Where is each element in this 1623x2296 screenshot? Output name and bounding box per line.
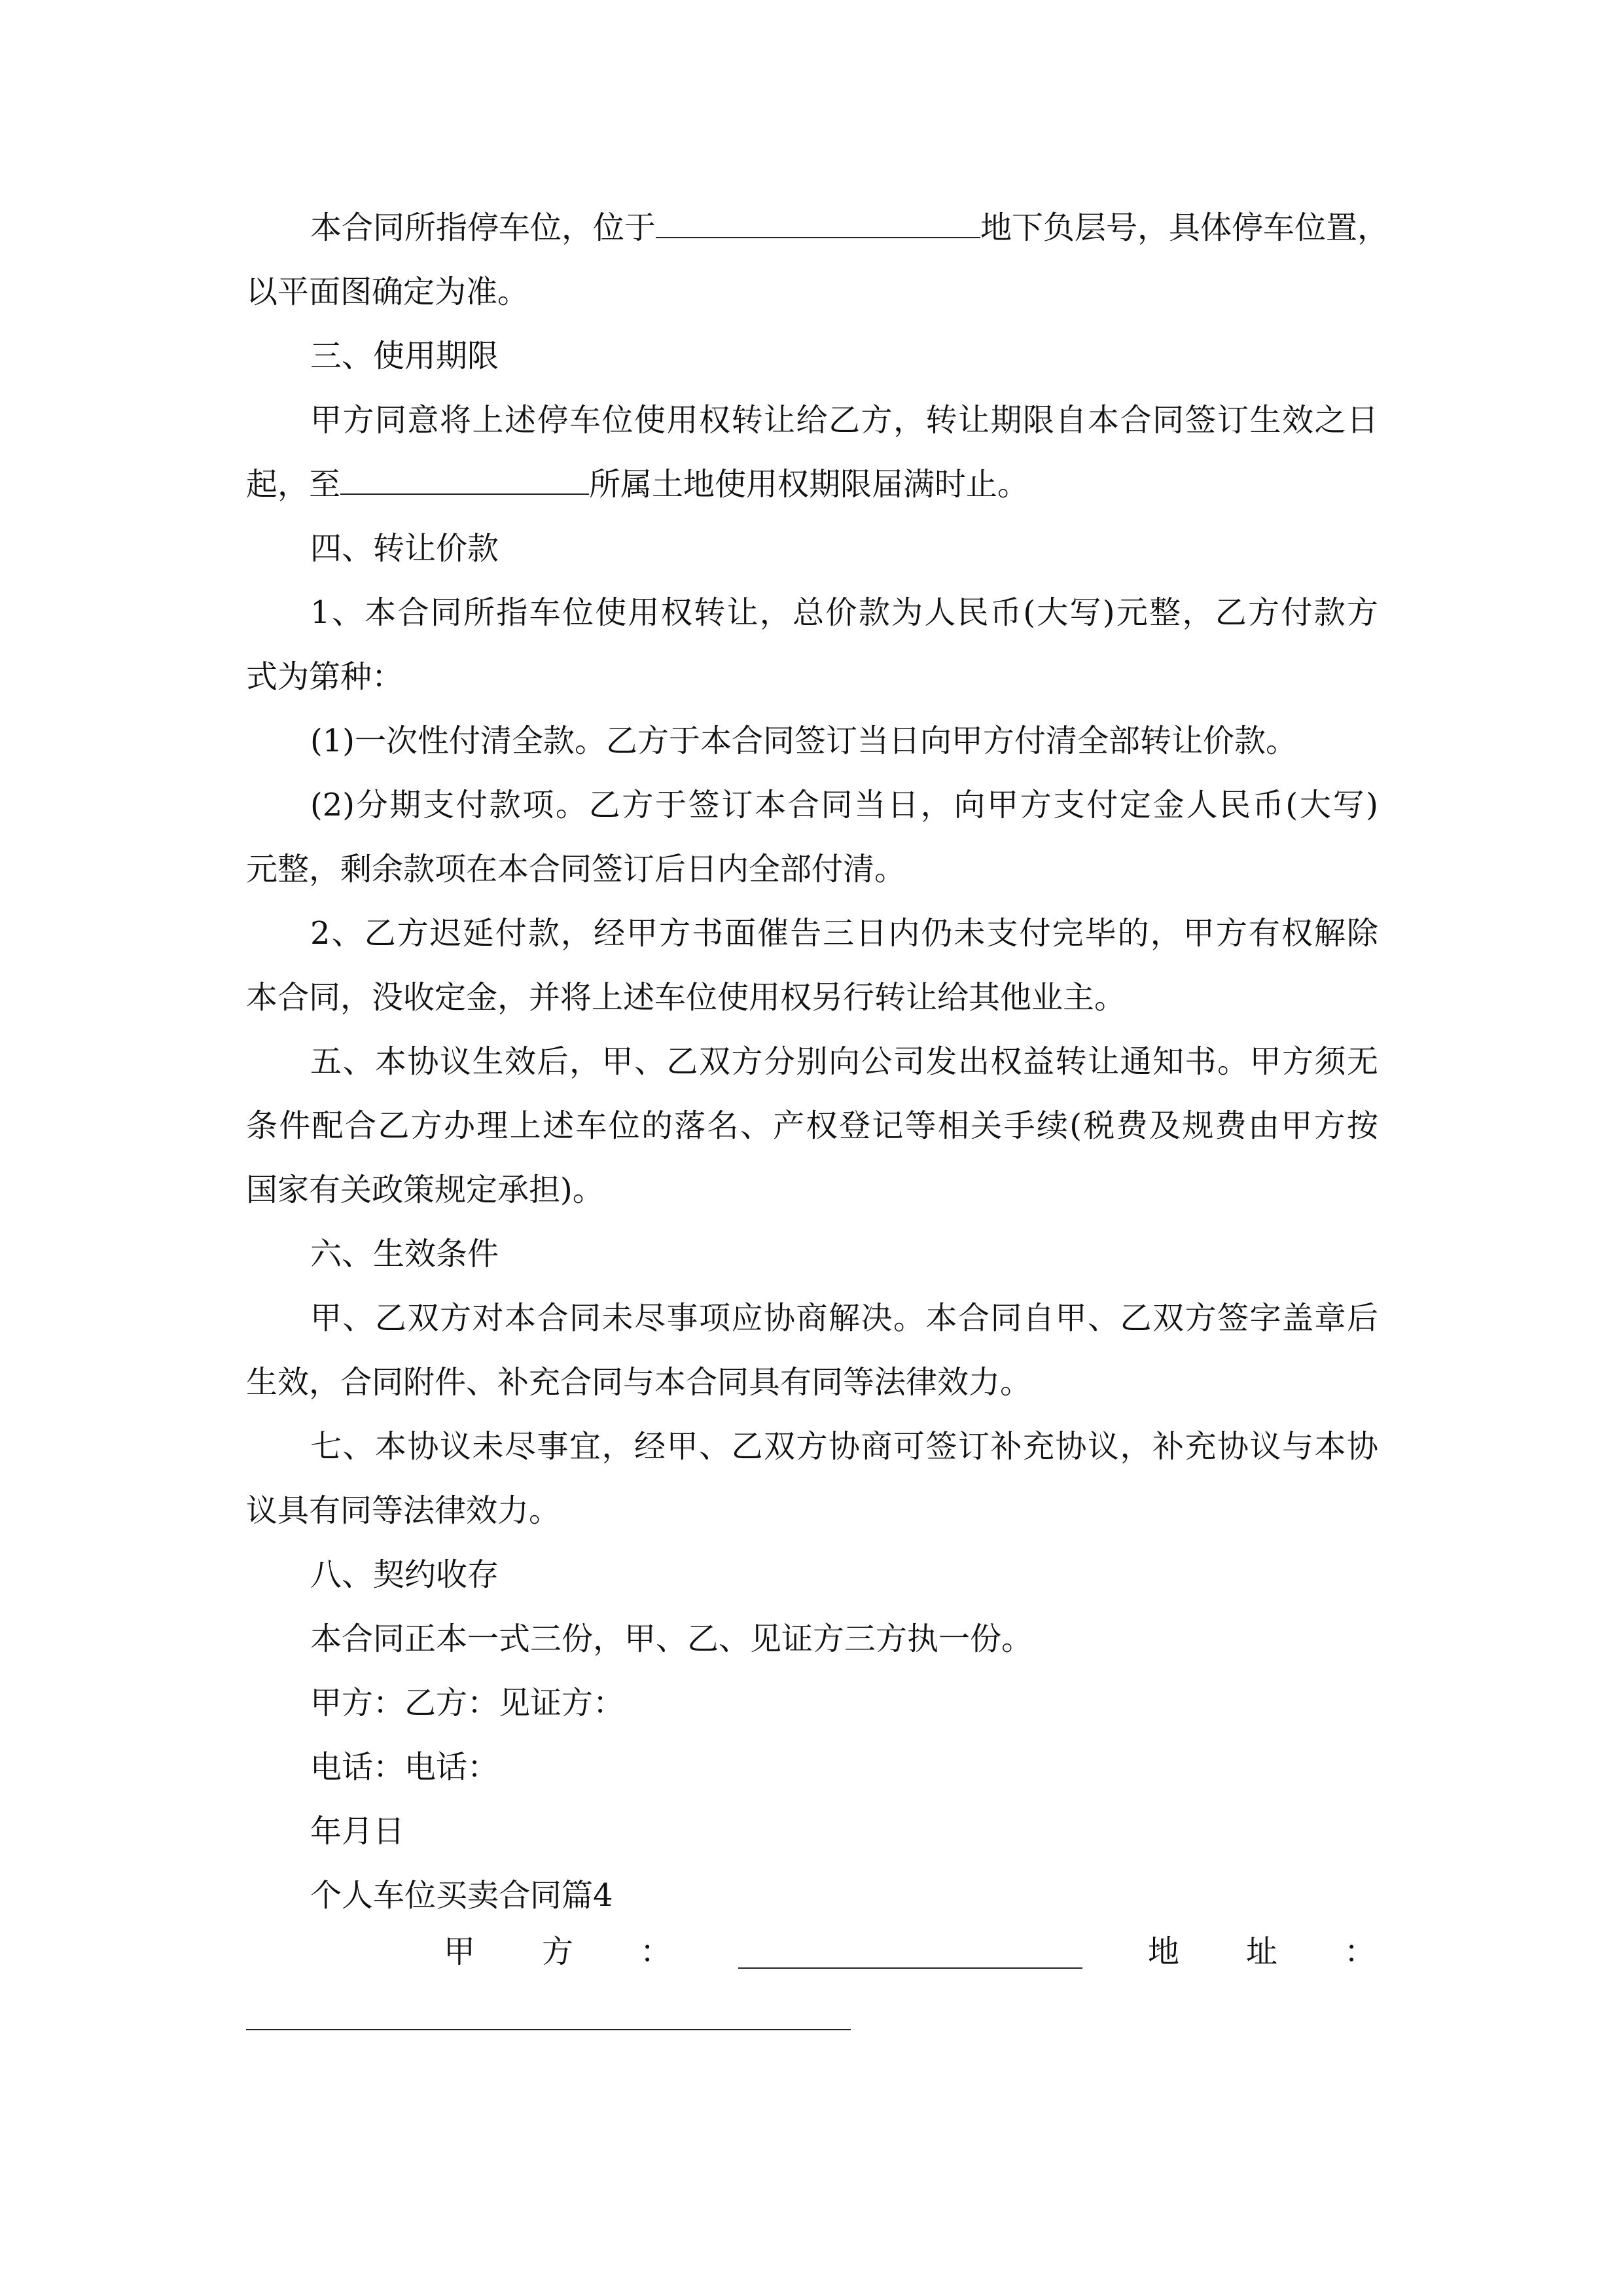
paragraph-line: 2、乙方迟延付款，经甲方书面催告三日内仍未支付完毕的，甲方有权解除: [310, 915, 1378, 952]
party-a-char-2: 方: [542, 1933, 574, 1970]
section-heading-storage: 八、契约收存: [310, 1556, 499, 1593]
paragraph-line: 1、本合同所指车位使用权转让，总价款为人民币(大写)元整，乙方付款方: [310, 594, 1378, 631]
signature-parties-line: 甲方：乙方：见证方：: [310, 1685, 625, 1721]
term-blank: [340, 465, 589, 495]
paragraph-line: (1)一次性付清全款。乙方于本合同签订当日向甲方付清全部转让价款。: [310, 723, 1297, 759]
paragraph-line: 生效，合同附件、补充合同与本合同具有同等法律效力。: [246, 1364, 1032, 1401]
paragraph-line: 式为第种：: [246, 658, 404, 695]
next-section-title: 个人车位买卖合同篇4: [310, 1877, 613, 1914]
location-text-pre: 本合同所指停车位，位于: [310, 209, 656, 246]
phone-line: 电话：电话：: [310, 1749, 499, 1785]
section-heading-term: 三、使用期限: [310, 338, 499, 374]
paragraph-line: 甲、乙双方对本合同未尽事项应协商解决。本合同自甲、乙双方签字盖章后: [310, 1300, 1378, 1336]
address-blank: [246, 2029, 851, 2030]
paragraph-line: 七、本协议未尽事宜，经甲、乙双方协商可签订补充协议，补充协议与本协: [310, 1428, 1378, 1465]
address-colon: ：: [1344, 1933, 1376, 1970]
paragraph-line: (2)分期支付款项。乙方于签订本合同当日，向甲方支付定金人民币(大写): [310, 787, 1378, 823]
location-paragraph-line-1: [310, 208, 1389, 247]
term-text-pre: 起，至: [246, 466, 341, 503]
address-char-1: 地: [1148, 1933, 1180, 1970]
paragraph-line: 条件配合乙方办理上述车位的落名、产权登记等相关手续(税费及规费由甲方按: [246, 1107, 1378, 1144]
party-a-blank: [738, 1967, 1082, 1969]
paragraph-line: 本合同，没收定金，并将上述车位使用权另行转让给其他业主。: [246, 979, 1126, 1016]
section-heading-effect: 六、生效条件: [310, 1236, 499, 1272]
term-paragraph-line-2: [246, 465, 1378, 504]
paragraph-line: 甲方同意将上述停车位使用权转让给乙方，转让期限自本合同签订生效之日: [310, 402, 1378, 439]
paragraph-line: 五、本协议生效后，甲、乙双方分别向公司发出权益转让通知书。甲方须无: [310, 1043, 1378, 1080]
section-heading-price: 四、转让价款: [310, 530, 499, 567]
paragraph-line: 本合同正本一式三份，甲、乙、见证方三方执一份。: [310, 1621, 1033, 1657]
paragraph-line: 议具有同等法律效力。: [246, 1492, 561, 1529]
location-blank: [656, 208, 980, 238]
party-a-row: [0, 1932, 1623, 1978]
party-a-char-1: 甲: [444, 1933, 476, 1970]
paragraph-line: 元整，剩余款项在本合同签订后日内全部付清。: [246, 851, 906, 888]
paragraph-line: 以平面图确定为准。: [246, 274, 529, 310]
paragraph-line: 国家有关政策规定承担)。: [246, 1172, 604, 1208]
party-a-colon: ：: [640, 1933, 672, 1970]
location-text-post: 地下负层号，具体停车位置，: [980, 209, 1389, 246]
date-line: 年月日: [310, 1813, 405, 1850]
address-char-2: 址: [1246, 1933, 1278, 1970]
term-text-post: 所属土地使用权期限届满时止。: [589, 466, 1029, 503]
